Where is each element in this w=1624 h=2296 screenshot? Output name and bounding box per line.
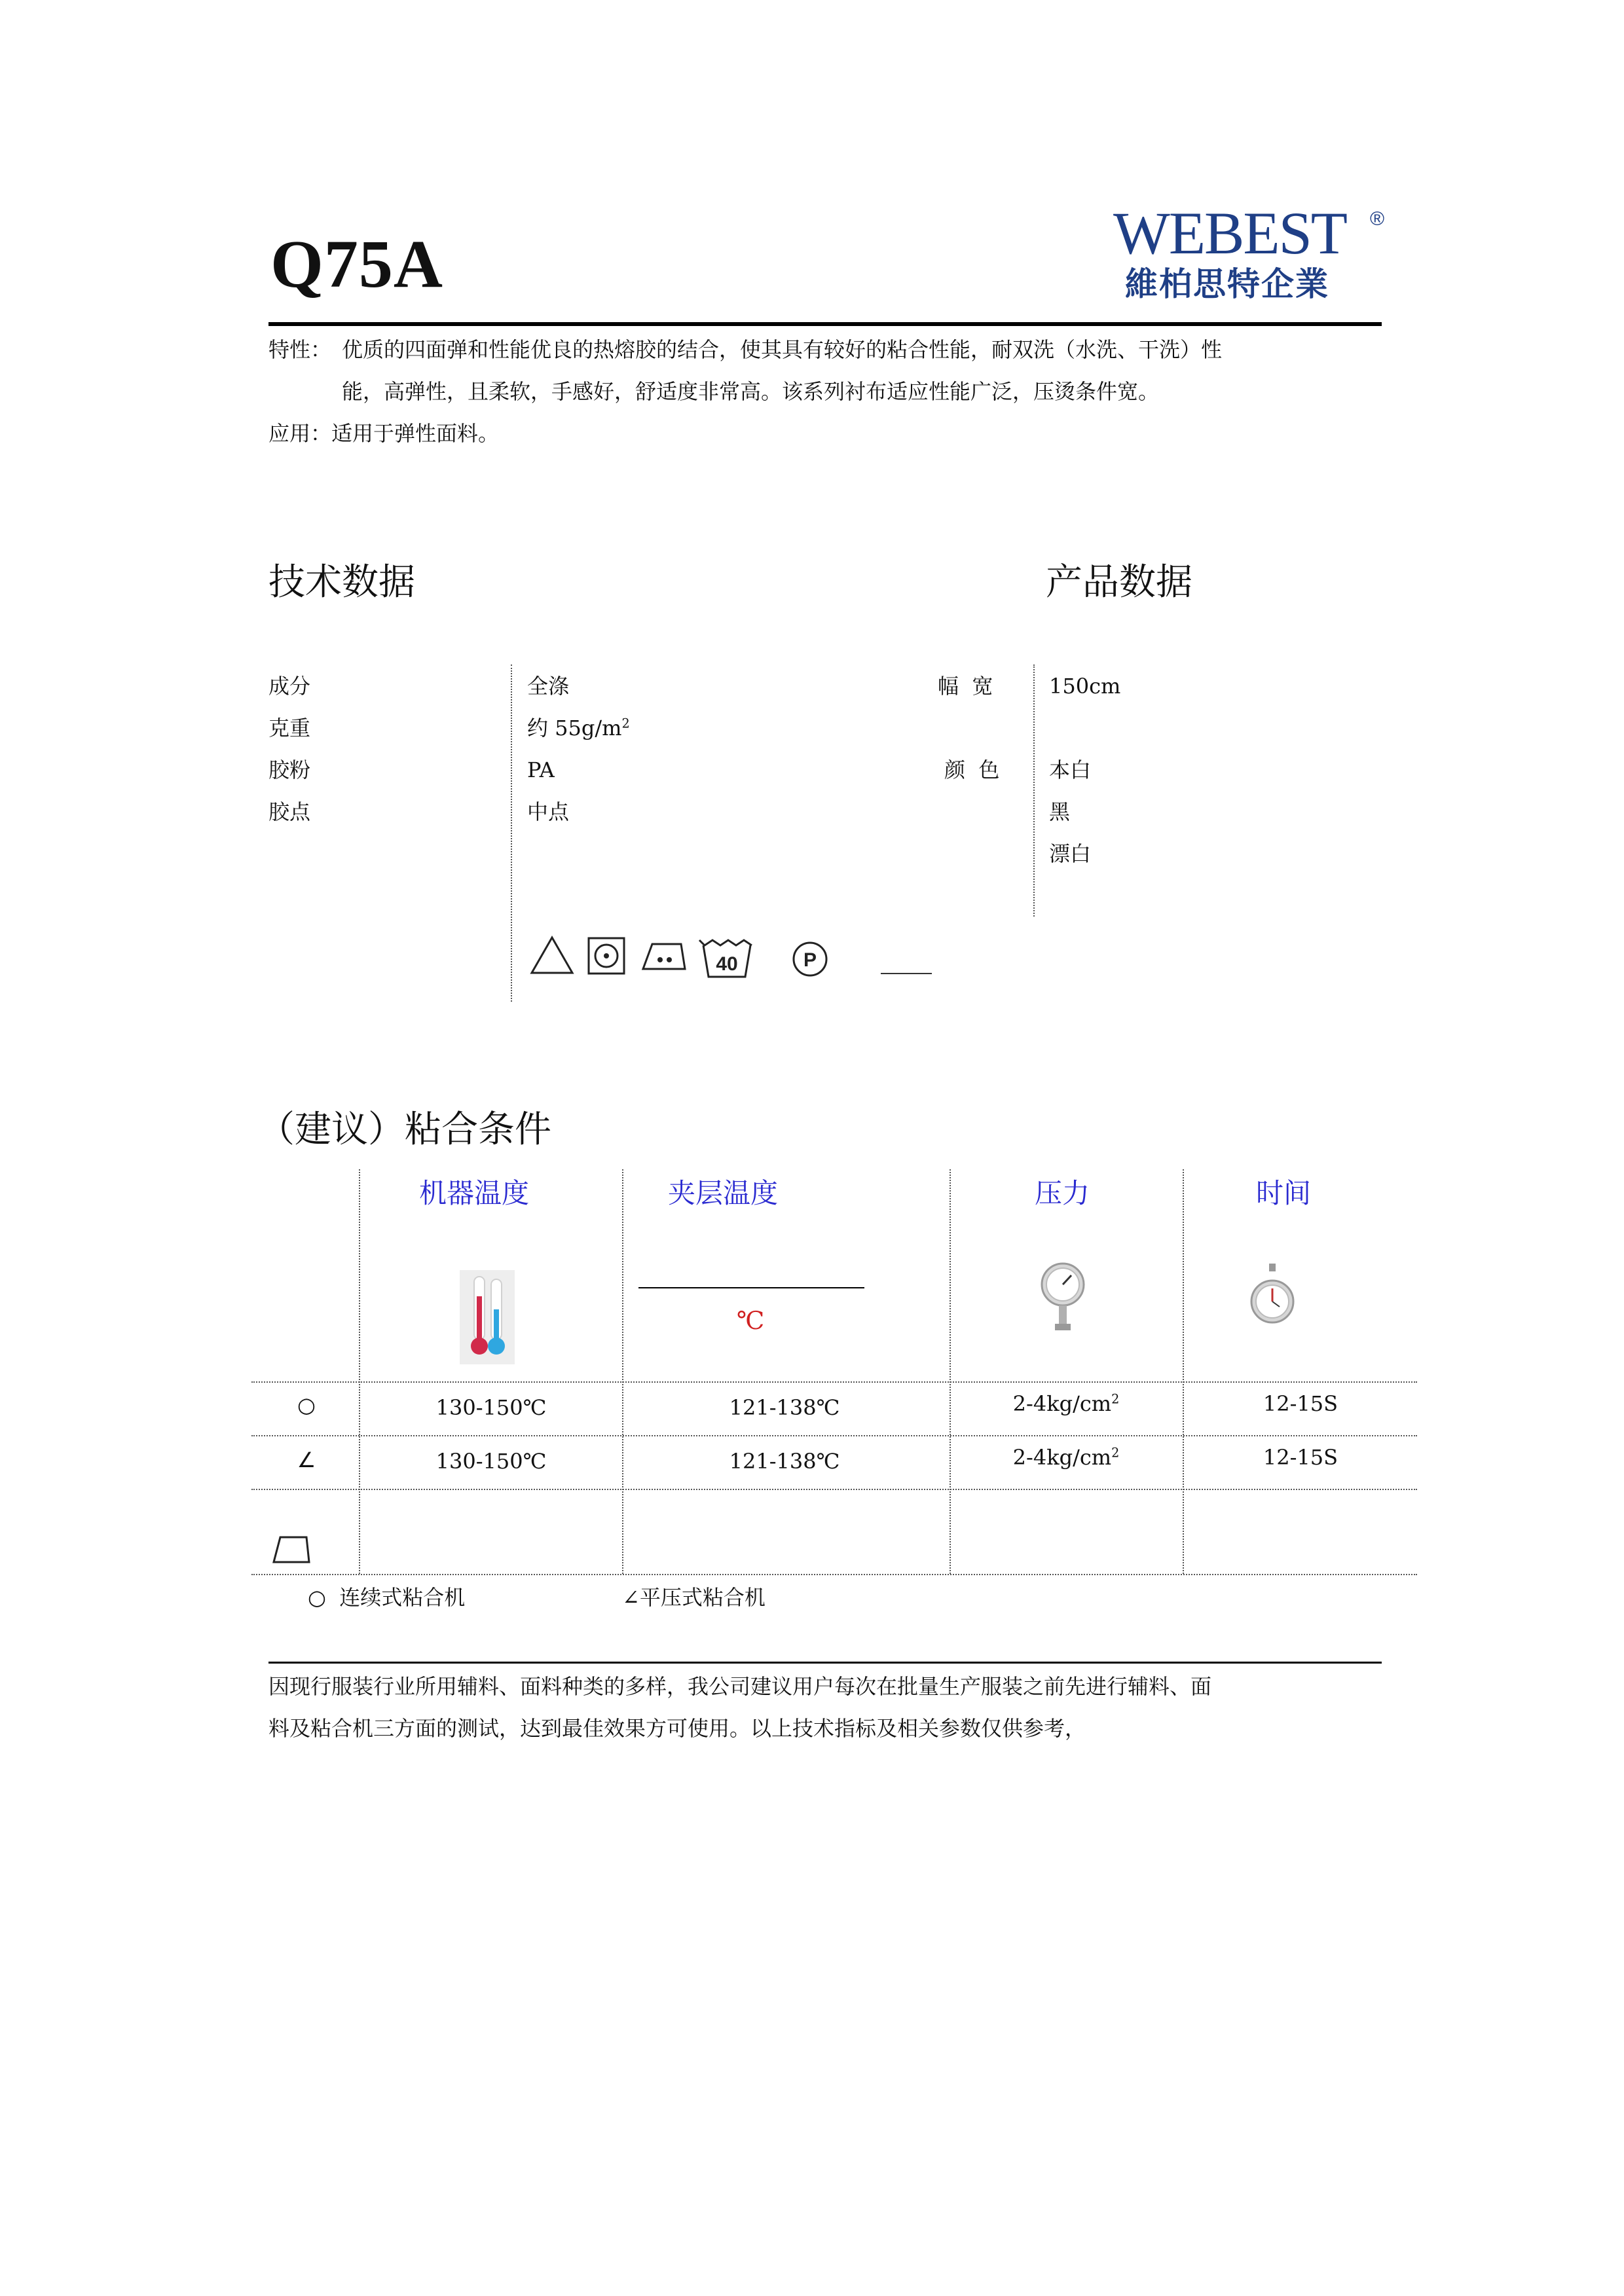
col-interlayer-temp: 夹层温度 — [667, 1177, 779, 1209]
bonding-title: （建议）粘合条件 — [258, 1108, 551, 1151]
width-value: 150cm — [1049, 674, 1121, 699]
row1-interlayer-temp: 121-138℃ — [729, 1395, 840, 1420]
tech-value-adhesive: PA — [527, 757, 555, 782]
tech-value-dot: 中点 — [527, 799, 570, 824]
bonding-row-divider-4 — [251, 1574, 1417, 1575]
blank-line-icon — [881, 973, 932, 974]
logo-brand: WEBEST — [1113, 200, 1346, 266]
tech-label-composition: 成分 — [268, 674, 311, 699]
tech-value-weight: 约 $55g/m^2$ — [527, 716, 630, 740]
bonding-row-divider-2 — [251, 1435, 1417, 1436]
bonding-row-divider-3 — [251, 1489, 1417, 1490]
logo-chinese-name: 維柏思特企業 — [1125, 265, 1329, 303]
color-value-bleached-white: 漂白 — [1049, 841, 1092, 866]
legend-flat-press-machine: ∠平压式粘合机 — [622, 1585, 766, 1610]
webest-logo — [1113, 200, 1388, 303]
row1-pressure: $2-4kg/cm^2$ — [1012, 1391, 1120, 1416]
col-machine-temp: 机器温度 — [418, 1177, 530, 1209]
features-line-1: 优质的四面弹和性能优良的热熔胶的结合，使其具有较好的粘合性能，耐双洗（水洗、干洗）性 — [342, 337, 1223, 362]
dryclean-p-icon — [791, 940, 829, 981]
bonding-col-divider-1 — [359, 1169, 360, 1574]
legend-continuous-machine: ○ 连续式粘合机 — [308, 1585, 466, 1610]
footer-note-line-1: 因现行服装行业所用辅料、面料种类的多样，我公司建议用户每次在批量生产服装之前先进行辅料、面 — [268, 1674, 1212, 1699]
thermometer-icon — [460, 1270, 515, 1367]
row2-machine-temp: 130-150℃ — [435, 1449, 547, 1474]
footer-rule — [268, 1662, 1382, 1664]
iron-two-dot-icon — [640, 940, 688, 975]
tech-label-weight: 克重 — [268, 716, 311, 740]
features-label: 特性： — [268, 337, 332, 362]
color-value-natural-white: 本白 — [1049, 757, 1092, 782]
bonding-col-divider-4 — [1183, 1169, 1184, 1574]
press-machine-icon — [271, 1533, 312, 1569]
bleach-triangle-icon — [529, 935, 575, 978]
degree-symbol: ℃ — [736, 1306, 765, 1335]
tech-data-title: 技术数据 — [268, 561, 415, 604]
wash-temp-text: 40 — [716, 953, 738, 975]
row2-pressure: $2-4kg/cm^2$ — [1012, 1445, 1120, 1470]
width-label: 幅 宽 — [938, 674, 993, 699]
row1-machine-temp: 130-150℃ — [435, 1395, 547, 1420]
application-text: 应用：适用于弹性面料。 — [268, 421, 500, 446]
tumble-dry-icon — [587, 936, 627, 978]
row1-time: 12-15S — [1263, 1391, 1338, 1416]
row-symbol-continuous: ○ — [297, 1393, 316, 1417]
tech-data-divider — [511, 665, 512, 1002]
pressure-gauge-icon — [1040, 1258, 1086, 1339]
dryclean-letter-text: P — [803, 949, 817, 971]
stopwatch-icon — [1249, 1262, 1295, 1337]
row2-time: 12-15S — [1263, 1445, 1338, 1470]
bonding-col-divider-2 — [622, 1169, 623, 1574]
row2-interlayer-temp: 121-138℃ — [729, 1449, 840, 1474]
product-data-title: 产品数据 — [1046, 561, 1192, 604]
col-time: 时间 — [1255, 1177, 1312, 1209]
row-symbol-flat: ∠ — [297, 1448, 316, 1472]
registered-mark: ® — [1370, 208, 1385, 230]
interlayer-temp-line — [638, 1287, 864, 1288]
tech-label-dot: 胶点 — [268, 799, 311, 824]
header-rule — [268, 322, 1382, 326]
footer-note-line-2: 料及粘合机三方面的测试，达到最佳效果方可使用。以上技术指标及相关参数仅供参考， — [268, 1716, 1086, 1741]
color-label: 颜 色 — [944, 757, 1000, 782]
color-value-black: 黑 — [1049, 799, 1071, 824]
wash-40-icon — [697, 936, 757, 983]
bonding-row-divider-1 — [251, 1381, 1417, 1383]
tech-value-composition: 全涤 — [527, 674, 570, 699]
product-data-divider — [1033, 665, 1035, 917]
product-code-title: Q75A — [270, 227, 443, 302]
tech-label-adhesive: 胶粉 — [268, 757, 311, 782]
features-line-2: 能，高弹性，且柔软，手感好，舒适度非常高。该系列衬布适应性能广泛，压烫条件宽。 — [342, 379, 1160, 404]
col-pressure: 压力 — [1034, 1177, 1090, 1209]
bonding-col-divider-3 — [950, 1169, 951, 1574]
